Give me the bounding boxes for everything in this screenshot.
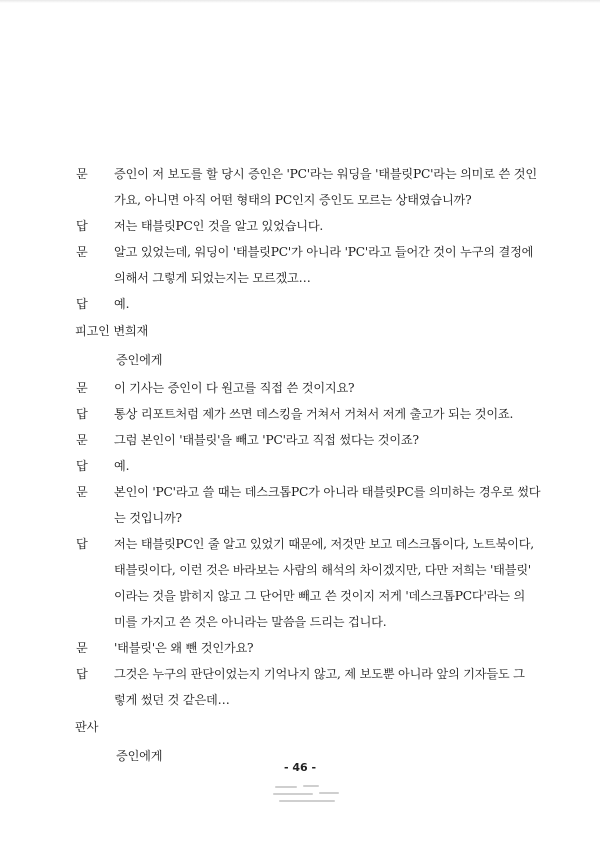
scan-edge bbox=[0, 0, 600, 3]
text-line: 통상 리포트처럼 제가 쓰면 데스킹을 거쳐서 거쳐서 저게 출고가 되는 것이죠. bbox=[114, 407, 514, 421]
entry-text bbox=[114, 239, 533, 291]
question-label: 문 bbox=[76, 641, 88, 655]
text-line: 이 기사는 증인이 다 원고를 직접 쓴 것이지요? bbox=[114, 381, 355, 395]
entry-text bbox=[114, 401, 531, 427]
answer-label: 답 bbox=[76, 667, 88, 681]
question-entry bbox=[76, 239, 534, 291]
question-label: 문 bbox=[76, 485, 88, 499]
answer-label: 답 bbox=[76, 297, 88, 311]
answer-label: 답 bbox=[76, 407, 88, 421]
text-line: 의해서 그렇게 되었는지는 모르겠고… bbox=[114, 271, 311, 285]
question-label: 문 bbox=[76, 167, 88, 181]
text-line: 그럼 본인이 '태블릿'을 빼고 'PC'라고 직접 썼다는 것이죠? bbox=[114, 433, 419, 447]
examiner-heading: 피고인 변희재 bbox=[75, 324, 149, 338]
entry-text bbox=[114, 453, 531, 479]
text-line: 본인이 'PC'라고 쓸 때는 데스크톱PC가 아니라 태블릿PC를 의미하는 경우로 썼다 bbox=[114, 485, 541, 499]
page-number: - 46 - bbox=[283, 761, 317, 774]
answer-entry bbox=[76, 661, 531, 713]
examiner-heading: 판사 bbox=[75, 720, 99, 734]
text-line: 이라는 것을 밝히지 않고 그 단어만 빼고 쓴 것이지 저게 '데스크톱PC다'라는 의 bbox=[114, 589, 526, 603]
entry-text bbox=[114, 531, 534, 635]
text-line: 그것은 누구의 판단이었는지 기억나지 않고, 제 보도뿐 아니라 앞의 기자들도 그 bbox=[114, 667, 525, 681]
text-line: 저는 태블릿PC인 줄 알고 있었기 때문에, 저것만 보고 데스크톱이다, 노트북이다, bbox=[114, 537, 534, 551]
text-line: 가요, 아니면 아직 어떤 형태의 PC인지 증인도 모르는 상태였습니까? bbox=[114, 193, 472, 207]
text-line: 알고 있었는데, 워딩이 '태블릿PC'가 아니라 'PC'라고 들어간 것이 누구의 결정에 bbox=[114, 245, 534, 259]
question-label: 문 bbox=[76, 433, 88, 447]
question-entry bbox=[76, 427, 531, 453]
addressee-line: 증인에게 bbox=[116, 749, 163, 763]
answer-label: 답 bbox=[76, 459, 88, 473]
entry-text bbox=[114, 427, 531, 453]
answer-label: 답 bbox=[76, 219, 88, 233]
question-entry bbox=[76, 479, 541, 531]
addressee-line: 증인에게 bbox=[116, 353, 163, 367]
question-entry bbox=[76, 161, 537, 213]
text-line: '태블릿'은 왜 뺀 것인가요? bbox=[114, 641, 254, 655]
text-line: 예. bbox=[114, 297, 130, 311]
entry-text bbox=[114, 375, 531, 401]
answer-entry bbox=[76, 453, 531, 479]
text-line: 는 것입니까? bbox=[114, 511, 182, 525]
faint-stamp bbox=[267, 783, 347, 809]
text-line: 증인이 저 보도를 할 당시 증인은 'PC'라는 워딩을 '태블릿PC'라는 의미로 쓴 것인 bbox=[114, 167, 537, 181]
entry-text bbox=[114, 291, 531, 317]
answer-entry bbox=[76, 401, 531, 427]
text-line: 예. bbox=[114, 459, 130, 473]
question-label: 문 bbox=[76, 381, 88, 395]
entry-text bbox=[114, 661, 531, 713]
answer-entry bbox=[76, 291, 531, 317]
question-entry bbox=[76, 635, 531, 661]
entry-text bbox=[114, 479, 540, 531]
question-entry bbox=[76, 375, 531, 401]
entry-text bbox=[114, 635, 531, 661]
answer-label: 답 bbox=[76, 537, 88, 551]
answer-entry bbox=[76, 213, 531, 239]
transcript-body bbox=[75, 161, 541, 771]
entry-text bbox=[114, 161, 537, 213]
question-label: 문 bbox=[76, 245, 88, 259]
text-line: 미를 가지고 쓴 것은 아니라는 말씀을 드리는 겁니다. bbox=[114, 615, 387, 629]
entry-text bbox=[114, 213, 531, 239]
text-line: 렇게 썼던 것 같은데… bbox=[114, 693, 230, 707]
text-line: 저는 태블릿PC인 것을 알고 있었습니다. bbox=[114, 219, 324, 233]
answer-entry bbox=[76, 531, 534, 635]
text-line: 태블릿이다, 이런 것은 바라보는 사람의 해석의 차이겠지만, 다만 저희는 '태블릿' bbox=[114, 563, 532, 577]
